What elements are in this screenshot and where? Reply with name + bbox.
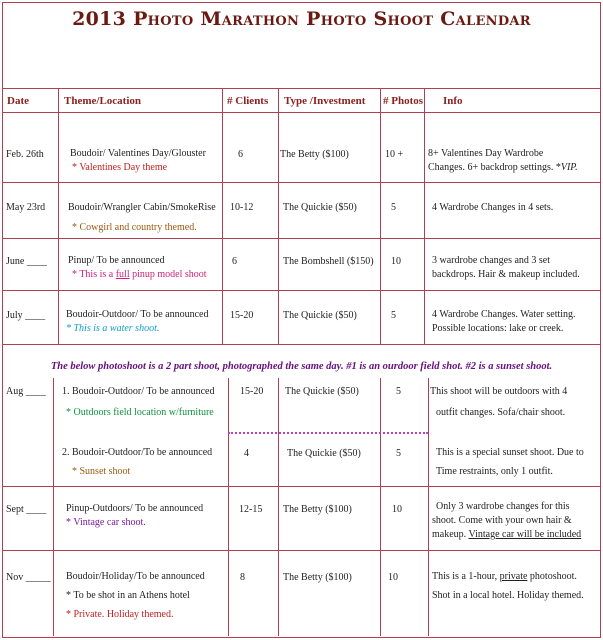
sept-photos: 10: [392, 504, 402, 515]
row-date: May 23rd: [6, 202, 46, 213]
row-photos: 5: [391, 202, 396, 213]
row-info: backdrops. Hair & makeup included.: [432, 269, 580, 280]
row-info-text: Changes. 6+ backdrop settings. *: [428, 162, 561, 173]
aug-part1-type: The Quickie ($50): [285, 386, 359, 397]
grid-line: [2, 290, 601, 291]
grid-line: [58, 88, 59, 344]
nov-info: Shot in a local hotel. Holiday themed.: [432, 590, 584, 601]
sept-theme: Pinup-Outdoors/ To be announced: [66, 503, 204, 514]
row-note: * Cowgirl and country themed.: [72, 222, 197, 233]
header-info: Info: [443, 95, 463, 107]
row-info: 3 wardrobe changes and 3 set: [432, 255, 551, 266]
aug-part2-type: The Quickie ($50): [287, 448, 361, 459]
row-photos: 10: [391, 256, 401, 267]
row-date: July ____: [6, 310, 46, 321]
grid-line: [2, 182, 601, 183]
row-theme: Pinup/ To be announced: [68, 255, 165, 266]
row-clients: 10-12: [230, 202, 254, 213]
sept-note: * Vintage car shoot.: [66, 517, 146, 528]
nov-private: private: [499, 571, 528, 582]
grid-line: [380, 378, 381, 636]
aug-date: Aug ____: [6, 386, 46, 397]
nov-photos: 10: [388, 572, 398, 583]
row-clients: 6: [238, 149, 243, 160]
row-note-text: * This is a: [72, 269, 116, 280]
sept-clients: 12-15: [239, 504, 263, 515]
nov-clients: 8: [240, 572, 245, 583]
row-type: The Quickie ($50): [283, 310, 357, 321]
nov-info: [432, 570, 577, 583]
aug-part1-note: * Outdoors field location w/furniture: [66, 407, 214, 418]
aug-part1-clients: 15-20: [240, 386, 264, 397]
grid-line: [424, 88, 425, 344]
row-info: 4 Wardrobe Changes in 4 sets.: [432, 202, 554, 213]
row-note-full: full: [115, 269, 130, 280]
aug-part2-clients: 4: [244, 448, 249, 459]
header-theme: Theme/Location: [64, 95, 141, 107]
vip-text: VIP.: [560, 162, 578, 173]
header-type: Type /Investment: [284, 95, 366, 107]
nov-info-text: photoshoot.: [527, 571, 577, 582]
aug-part2-photos: 5: [396, 448, 401, 459]
row-date: June ____: [6, 256, 47, 267]
row-note: * Valentines Day theme: [72, 162, 168, 173]
row-clients: 15-20: [230, 310, 254, 321]
grid-line: [2, 238, 601, 239]
row-note: [72, 268, 207, 281]
sept-vintage-car: Vintage car will be included: [468, 529, 582, 540]
grid-line: [2, 88, 601, 89]
grid-line: [278, 88, 279, 344]
row-photos: 10 +: [385, 149, 404, 160]
two-part-shoot-banner: The below photoshoot is a 2 part shoot, photographed the same day. #1 is an ourdoor field shot. #2 is a sunset shoot.: [50, 361, 553, 372]
grid-line: [2, 112, 601, 113]
aug-part1-info: outfit changes. Sofa/chair shoot.: [436, 407, 566, 418]
sept-date: Sept ____: [6, 504, 47, 515]
grid-line: [2, 550, 601, 551]
grid-line: [278, 378, 279, 636]
header-date: Date: [7, 95, 29, 107]
aug-divider: [228, 432, 428, 434]
row-note-text: pinup model shoot: [129, 269, 207, 280]
row-theme: Boudoir-Outdoor/ To be announced: [66, 309, 209, 320]
sept-info: Only 3 wardrobe changes for this: [436, 501, 570, 512]
sept-info: shoot. Come with your own hair &: [432, 515, 572, 526]
row-note: * This is a water shoot.: [66, 323, 160, 334]
aug-part1-photos: 5: [396, 386, 401, 397]
row-info: 8+ Valentines Day Wardrobe: [428, 148, 544, 159]
header-photos: # Photos: [383, 95, 424, 107]
row-photos: 5: [391, 310, 396, 321]
row-type: The Betty ($100): [280, 149, 349, 160]
aug-part2-note: * Sunset shoot: [72, 466, 131, 477]
grid-line: [380, 88, 381, 344]
grid-line: [53, 378, 54, 636]
grid-line: [2, 344, 601, 345]
sept-info-text: makeup.: [432, 529, 469, 540]
aug-part2-info: Time restraints, only 1 outfit.: [436, 466, 553, 477]
aug-part2-theme: 2. Boudoir-Outdoor/To be announced: [62, 447, 213, 458]
grid-line: [2, 486, 601, 487]
sept-type: The Betty ($100): [283, 504, 352, 515]
nov-note: * To be shot in an Athens hotel: [66, 590, 190, 601]
row-type: The Bombshell ($150): [283, 256, 374, 267]
aug-part1-theme: 1. Boudoir-Outdoor/ To be announced: [62, 386, 215, 397]
header-clients: # Clients: [227, 95, 269, 107]
nov-theme: Boudoir/Holiday/To be announced: [66, 571, 205, 582]
row-info: 4 Wardrobe Changes. Water setting.: [432, 309, 576, 320]
row-info: [428, 161, 578, 174]
row-clients: 6: [232, 256, 237, 267]
sept-info: [432, 528, 581, 541]
nov-type: The Betty ($100): [283, 572, 352, 583]
nov-info-text: This is a 1-hour,: [432, 571, 500, 582]
aug-part2-info: This is a special sunset shoot. Due to: [436, 447, 584, 458]
grid-line: [228, 378, 229, 636]
page-title: 2013 Photo Marathon Photo Shoot Calendar: [72, 8, 531, 30]
aug-part1-info: This shoot will be outdoors with 4: [430, 386, 568, 397]
nov-date: Nov _____: [6, 572, 51, 583]
grid-line: [222, 88, 223, 344]
grid-line: [428, 378, 429, 636]
nov-note: * Private. Holiday themed.: [66, 609, 174, 620]
row-type: The Quickie ($50): [283, 202, 357, 213]
row-date: Feb. 26th: [6, 149, 44, 160]
row-theme: Boudoir/ Valentines Day/Glouster: [70, 148, 206, 159]
row-info: Possible locations: lake or creek.: [432, 323, 564, 334]
row-theme: Boudoir/Wrangler Cabin/SmokeRise: [68, 202, 216, 213]
